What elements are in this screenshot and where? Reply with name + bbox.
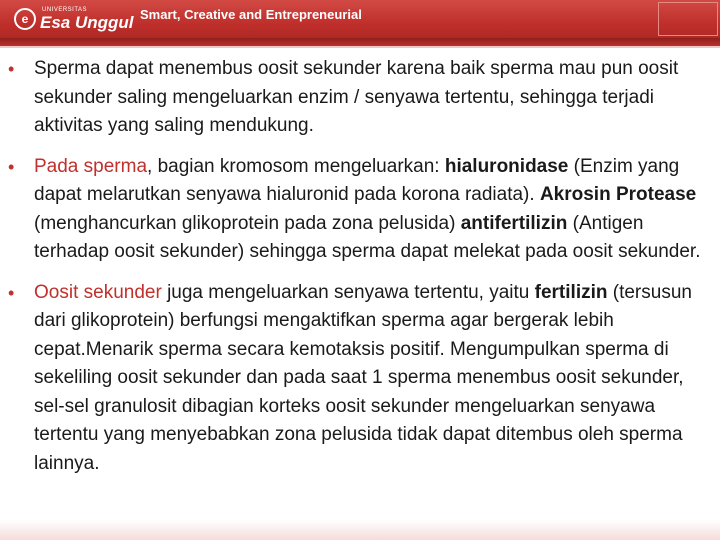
logo-subtitle: UNIVERSITAS: [42, 7, 88, 13]
bullet-item: [8, 153, 714, 267]
header-corner-decoration: [658, 2, 718, 36]
university-logo: [14, 4, 134, 34]
header-stripe: [0, 38, 720, 46]
bold-term: hialuronidase: [444, 155, 569, 177]
bold-term: Akrosin Protease: [539, 184, 697, 205]
highlight-term: Oosit sekunder: [34, 281, 162, 303]
slide-content: [8, 55, 714, 490]
header-tagline: Smart, Creative and Entrepreneurial: [140, 7, 362, 22]
bullet-text: Pada sperma, bagian kromosom mengeluarkan: hialuronidase (Enzim yang dapat melarutkan senyawa hialuronid pada korona radiata). Akrosin Protease (menghancurkan glikoprotein pada zona pelusida) antifertilizin (Antigen terhadap oosit sekunder) sehingga sperma dapat melekat pada oosit sekunder.: [34, 155, 701, 262]
bullet-icon: •: [8, 156, 15, 177]
bullet-text: Sperma dapat menembus oosit sekunder karena baik sperma mau pun oosit sekunder saling mengeluarkan enzim / senyawa tertentu, sehingga terjadi aktivitas yang saling mendukung.: [34, 58, 679, 136]
logo-e-icon: e: [14, 8, 36, 30]
highlight-term: Pada sperma: [34, 155, 148, 177]
bullet-item: [8, 279, 714, 479]
bold-term: fertilizin: [534, 281, 608, 303]
bullet-text: Oosit sekunder juga mengeluarkan senyawa tertentu, yaitu fertilizin (tersusun dari glikoprotein) berfungsi mengaktifkan sperma agar bergerak lebih cepat.Menarik sperma secara kemotaksis positif. Mengumpulkan sperma di sekeliling oosit sekunder dan pada saat 1 sperma menembus oosit sekunder, sel-sel granulosit dibagian korteks oosit sekunder mengeluarkan senyawa tertentu yang menyebabkan zona pelusida tidak dapat ditembus oleh sperma lainnya.: [34, 281, 692, 474]
bullet-item: [8, 55, 714, 141]
bullet-icon: •: [8, 59, 15, 79]
header-shine-line: [0, 46, 720, 48]
header-bar: [0, 0, 720, 38]
bullet-icon: •: [8, 282, 15, 303]
bold-term: antifertilizin: [460, 212, 568, 234]
logo-name: Esa Unggul: [40, 13, 134, 32]
footer-gradient: [0, 520, 720, 540]
